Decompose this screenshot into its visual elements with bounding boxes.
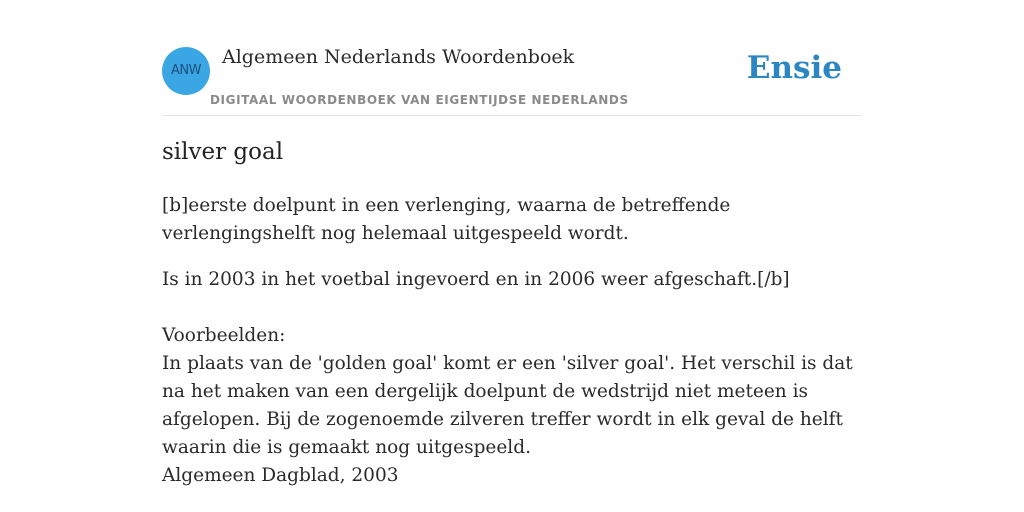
entry-body	[162, 192, 862, 490]
entry-card	[162, 0, 862, 512]
definition-text: [b]eerste doelpunt in een verlenging, waarna de betreffende verlengingshelft nog helemaal uitgespeeld wordt.	[162, 195, 731, 244]
note-text: Is in 2003 in het voetbal ingevoerd en in 2006 weer afgeschaft.[/b]	[162, 269, 790, 290]
site-title[interactable]: Algemeen Nederlands Woordenboek	[222, 46, 575, 68]
anw-logo[interactable]: ANW	[162, 47, 210, 95]
example-text: In plaats van de 'golden goal' komt er een 'silver goal'. Het verschil is dat na het maken van een dergelijk doelpunt de wedstrijd niet meteen is afgelopen. Bij de zogenoemde zilveren treffer wordt in elk geval de helft waarin die is gemaakt nog uitgespeeld.	[162, 353, 853, 458]
site-subtitle: DIGITAAL WOORDENBOEK VAN EIGENTIJDSE NEDERLANDS	[210, 93, 629, 107]
headword: silver goal	[162, 139, 284, 165]
examples-label: Voorbeelden:	[162, 325, 286, 346]
site-header	[162, 0, 862, 116]
example-source: Algemeen Dagblad, 2003	[162, 465, 399, 486]
ensie-brand-logo[interactable]: Ensie	[746, 50, 842, 86]
